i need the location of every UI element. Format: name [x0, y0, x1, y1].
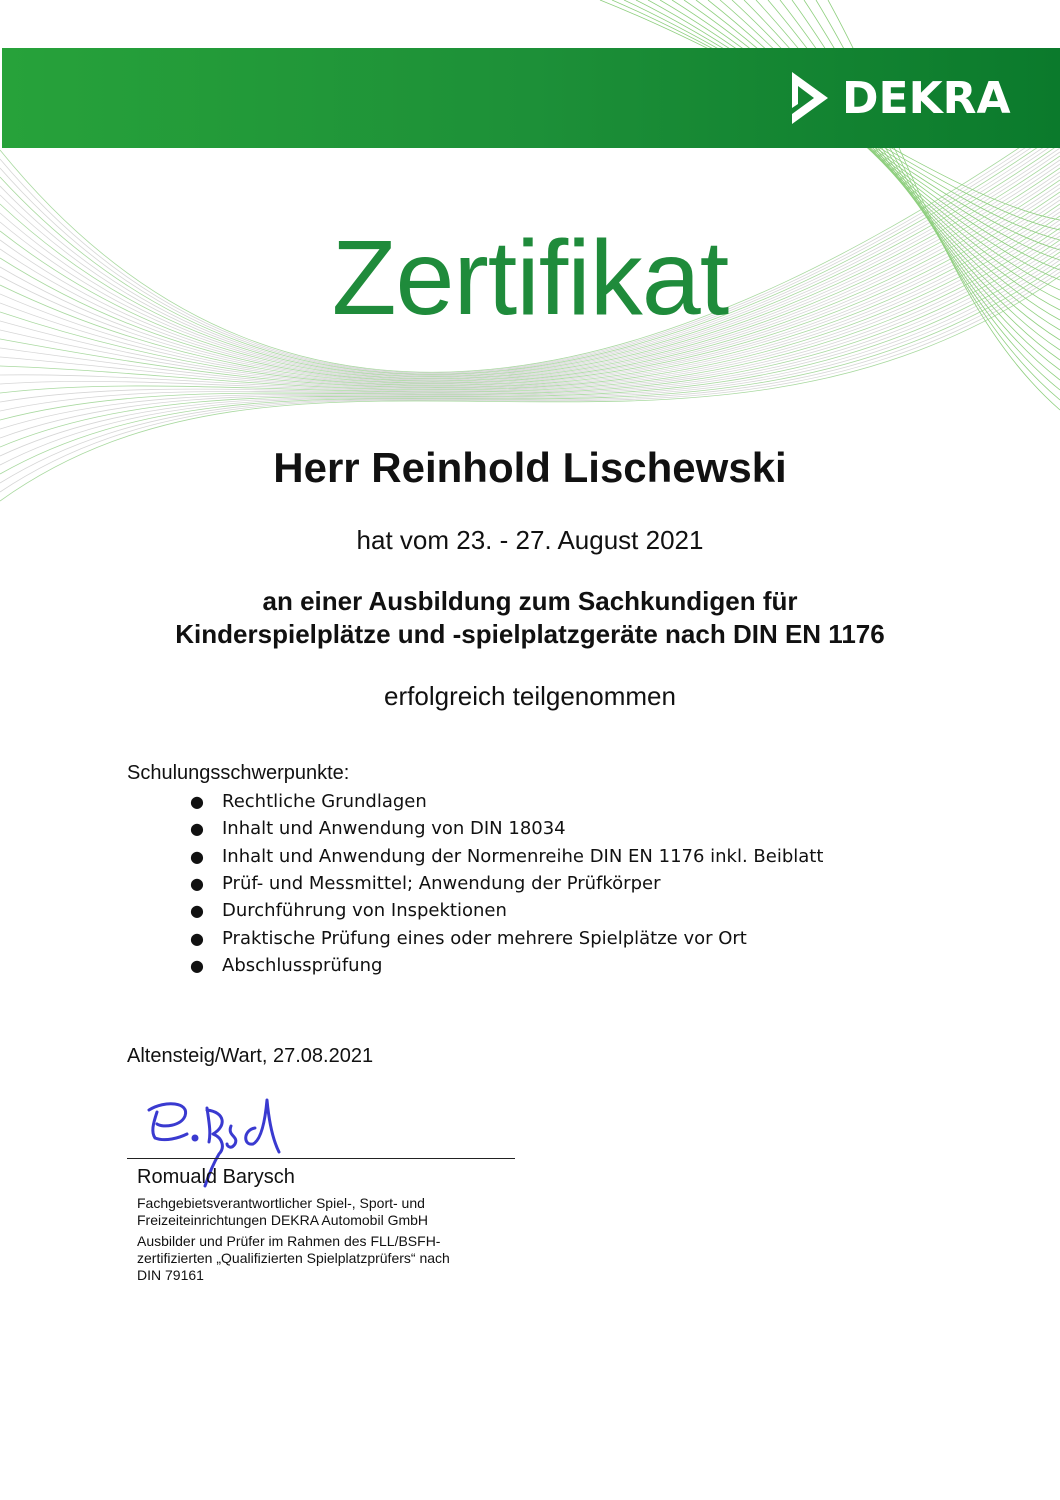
list-item-text: Durchführung von Inspektionen: [222, 900, 507, 922]
dekra-arrow-icon: [788, 70, 832, 126]
course-title-line2: Kinderspielplätze und -spielplatzgeräte nach DIN EN 1176: [175, 619, 885, 649]
list-item: [190, 815, 823, 842]
list-item-text: Prüf- und Messmittel; Anwendung der Prüfkörper: [222, 873, 661, 895]
bullet-icon: ●: [190, 874, 204, 894]
certificate-title: Zertifikat: [331, 219, 729, 337]
signer-role-line1: Fachgebietsverantwortlicher Spiel-, Sport- und: [137, 1195, 425, 1211]
course-period: hat vom 23. - 27. August 2021: [356, 525, 704, 555]
bullet-icon: ●: [190, 792, 204, 812]
bullet-icon: ●: [190, 846, 204, 866]
signer-name: Romuald Barysch: [137, 1166, 295, 1188]
list-item-text: Rechtliche Grundlagen: [222, 791, 427, 813]
list-item: [190, 788, 823, 815]
list-item-text: Inhalt und Anwendung von DIN 18034: [222, 818, 566, 840]
place-and-date: Altensteig/Wart, 27.08.2021: [127, 1045, 374, 1067]
signer-qualification-line3: DIN 79161: [137, 1267, 204, 1283]
list-item-text: Praktische Prüfung eines oder mehrere Spielplätze vor Ort: [222, 927, 747, 949]
signer-role-line2: Freizeiteinrichtungen DEKRA Automobil GmbH: [137, 1212, 429, 1228]
result-text: erfolgreich teilgenommen: [384, 681, 676, 711]
list-item: [190, 924, 823, 951]
signer-qualification-line2: zertifizierten „Qualifizierten Spielplatzprüfers“ nach: [137, 1250, 450, 1266]
dekra-wordmark: DEKRA: [842, 72, 1011, 124]
bullet-icon: ●: [190, 955, 204, 975]
recipient-name: Herr Reinhold Lischewski: [273, 444, 787, 491]
list-item: [190, 870, 823, 897]
list-item: [190, 952, 823, 979]
focus-list: [190, 788, 823, 979]
bullet-icon: ●: [190, 928, 204, 948]
dekra-logo: [788, 70, 1011, 126]
list-item-text: Abschlussprüfung: [222, 954, 383, 976]
list-item: [190, 843, 823, 870]
course-title-line1: an einer Ausbildung zum Sachkundigen für: [262, 586, 798, 616]
signer-qualification-line1: Ausbilder und Prüfer im Rahmen des FLL/BSFH-: [137, 1233, 441, 1249]
list-item-text: Inhalt und Anwendung der Normenreihe DIN EN 1176 inkl. Beiblatt: [222, 845, 824, 867]
focus-label: Schulungsschwerpunkte:: [127, 762, 350, 784]
list-item: [190, 897, 823, 924]
bullet-icon: ●: [190, 819, 204, 839]
signature-line: [127, 1158, 515, 1159]
bullet-icon: ●: [190, 901, 204, 921]
